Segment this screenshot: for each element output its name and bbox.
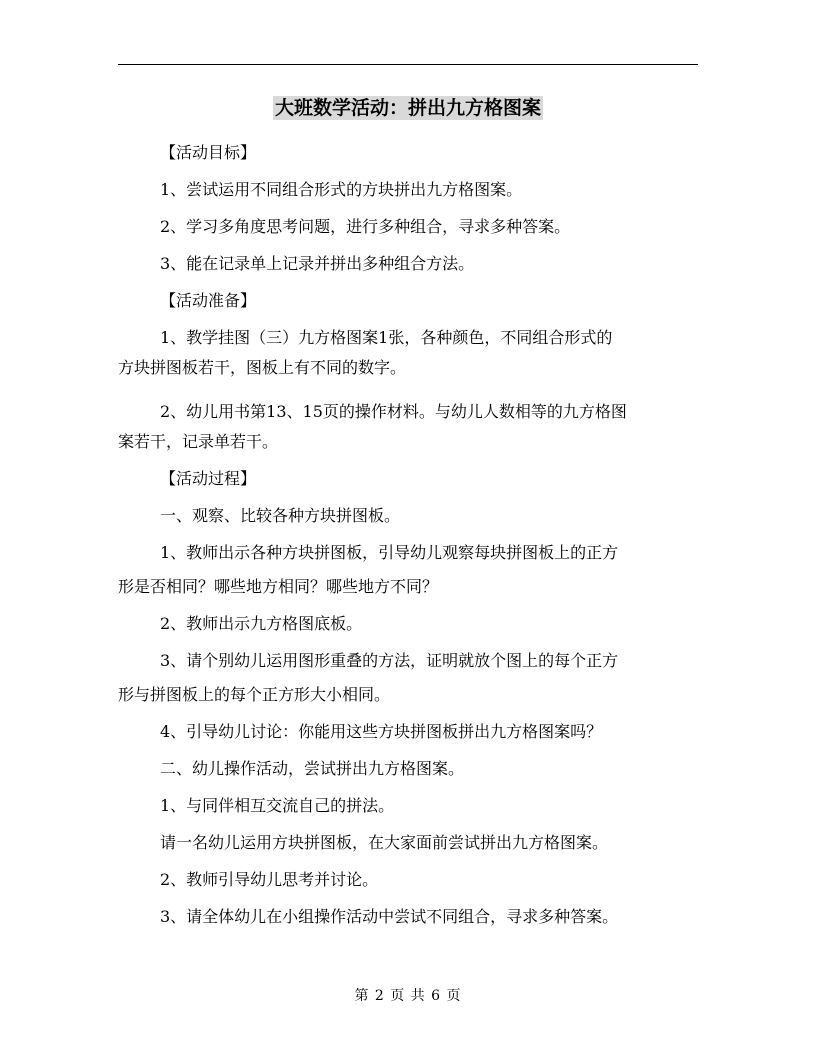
page-number-footer: 第 2 页 共 6 页 xyxy=(354,988,462,1004)
preparation-item-1-line-1: 1、教学挂图（三）九方格图案1张，各种颜色，不同组合形式的 xyxy=(160,328,613,347)
process-step-1-line-1: 1、教师出示各种方块拼图板，引导幼儿观察每块拼图板上的正方 xyxy=(160,543,619,562)
process-part-2-step-1: 1、与同伴相互交流自己的拼法。 xyxy=(160,796,395,815)
preparation-item-2-line-2: 案若干，记录单若干。 xyxy=(118,432,279,451)
process-part-2-heading: 二、幼儿操作活动，尝试拼出九方格图案。 xyxy=(160,759,465,778)
preparation-item-1-line-2: 方块拼图板若干，图板上有不同的数字。 xyxy=(118,358,407,377)
process-part-2-step-2: 2、教师引导幼儿思考并讨论。 xyxy=(160,870,379,889)
process-part-2-step-1-detail: 请一名幼儿运用方块拼图板，在大家面前尝试拼出九方格图案。 xyxy=(160,833,609,852)
process-step-3-line-1: 3、请个别幼儿运用图形重叠的方法，证明就放个图上的每个正方 xyxy=(160,651,619,670)
document-title xyxy=(0,95,816,121)
section-heading-preparation: 【活动准备】 xyxy=(160,291,257,310)
process-step-4: 4、引导幼儿讨论：你能用这些方块拼图板拼出九方格图案吗？ xyxy=(160,722,603,741)
process-part-1-heading: 一、观察、比较各种方块拼图板。 xyxy=(160,506,401,525)
goal-item-1: 1、尝试运用不同组合形式的方块拼出九方格图案。 xyxy=(160,180,523,199)
process-step-1-line-2: 形是否相同？哪些地方相同？哪些地方不同？ xyxy=(118,577,439,596)
preparation-item-2-line-1: 2、幼儿用书第13、15页的操作材料。与幼儿人数相等的九方格图 xyxy=(160,402,627,421)
goal-item-3: 3、能在记录单上记录并拼出多种组合方法。 xyxy=(160,254,475,273)
document-title-text: 大班数学活动：拼出九方格图案 xyxy=(274,97,541,119)
header-rule xyxy=(118,64,698,65)
process-part-2-step-3: 3、请全体幼儿在小组操作活动中尝试不同组合，寻求多种答案。 xyxy=(160,907,619,926)
process-step-3-line-2: 形与拼图板上的每个正方形大小相同。 xyxy=(118,685,391,704)
section-heading-goals: 【活动目标】 xyxy=(160,143,257,162)
section-heading-process: 【活动过程】 xyxy=(160,469,257,488)
process-step-2: 2、教师出示九方格图底板。 xyxy=(160,614,363,633)
goal-item-2: 2、学习多角度思考问题，进行多种组合，寻求多种答案。 xyxy=(160,217,571,236)
